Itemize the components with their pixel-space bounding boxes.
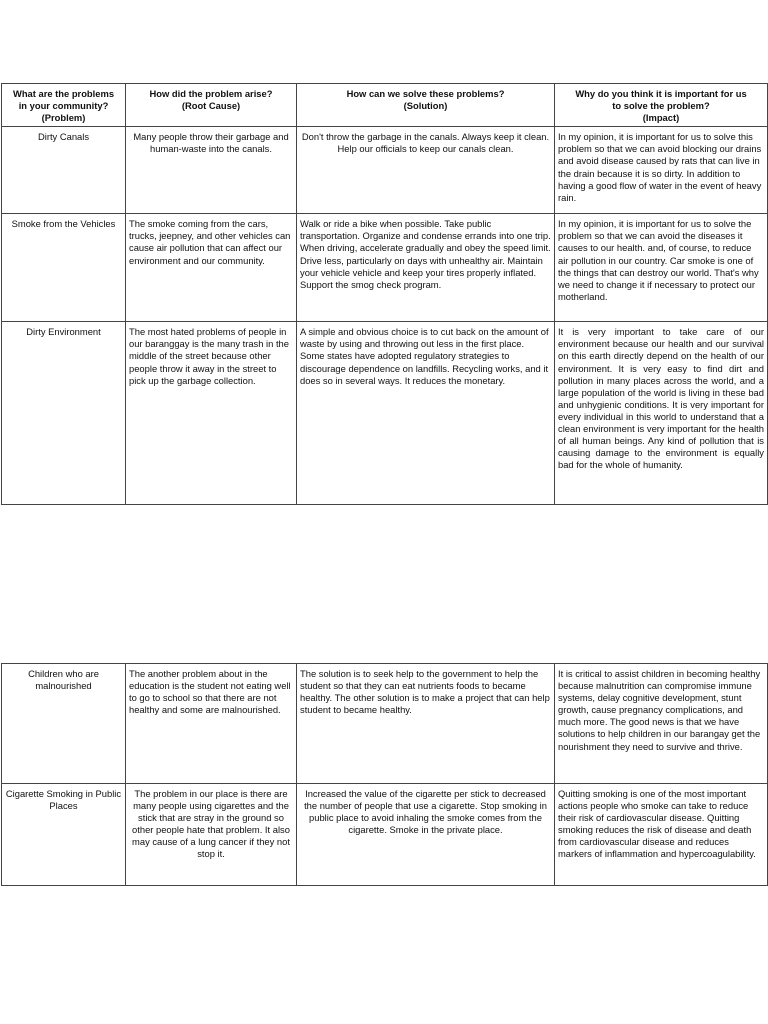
header-solution (297, 84, 555, 127)
header-problem-line1: What are the problems (12, 88, 115, 99)
header-problem (2, 84, 126, 127)
solution-cell: The solution is to seek help to the government to help the student so that they can eat nutrients foods to became healthy. The other solution is to make a project that can help student to became healthy. (297, 664, 555, 784)
header-solution-line2: (Solution) (403, 100, 448, 112)
table-row (2, 214, 768, 322)
solution-cell: Don't throw the garbage in the canals. Always keep it clean. Help our officials to keep our canals clean. (297, 127, 555, 214)
problems-table-top (1, 83, 768, 505)
cause-cell: The smoke coming from the cars, trucks, jeepney, and other vehicles can cause air pollution that can affect our environment and our community. (126, 214, 297, 322)
header-root-cause-line1: How did the problem arise? (149, 88, 273, 99)
solution-cell: A simple and obvious choice is to cut back on the amount of waste by using and throwing out less in the first place. Some states have adopted regulatory strategies to discourage dependence on landfills. Recycling works, and it does so in several ways. It reduces the monetary. (297, 322, 555, 505)
cause-cell: The another problem about in the education is the student not eating well to go to school so that there are not healthy and some are malnourished. (126, 664, 297, 784)
header-root-cause (126, 84, 297, 127)
impact-cell: Quitting smoking is one of the most important actions people who smoke can take to reduce their risk of cardiovascular disease. Quitting smoking reduces the risk of disease and death from cardiovascular disease and reduces markers of inflammation and hypercoagulability. (555, 784, 768, 886)
table-header-row (2, 84, 768, 127)
header-impact-line2: to solve the problem? (612, 100, 710, 112)
cause-cell: The most hated problems of people in our baranggay is the many trash in the middle of the street because other people throw it away in the street to pick up the garbage collection. (126, 322, 297, 505)
header-root-cause-line2: (Root Cause) (181, 100, 241, 112)
impact-cell: In my opinion, it is important for us to solve the problem so that we can avoid the diseases it causes to our health. and, of course, to reduce air pollution in our country. Car smoke is one of the things that can destroy our world. That's why we need to change it if necessary to protect our motherland. (555, 214, 768, 322)
table-row (2, 784, 768, 886)
table-row (2, 664, 768, 784)
problem-cell: Children who are malnourished (2, 664, 126, 784)
impact-cell: In my opinion, it is important for us to solve this problem so that we can avoid blocking our drains and avoid disease caused by rats that can live in the drain because it is so dirty. In addition to having a good flow of water in the event of heavy rain. (555, 127, 768, 214)
header-problem-line3: (Problem) (41, 112, 86, 124)
solution-cell: Increased the value of the cigarette per stick to decreased the number of people that use a cigarette. Stop smoking in public place to avoid inhaling the smoke comes from the cigarette. Smoke in the private place. (297, 784, 555, 886)
problems-table-bottom (1, 663, 768, 886)
header-impact-line1: Why do you think it is important for us (575, 88, 747, 99)
header-impact-line3: (Impact) (642, 112, 680, 124)
header-problem-line2: in your community? (18, 100, 109, 112)
header-impact (555, 84, 768, 127)
problem-cell: Dirty Environment (2, 322, 126, 505)
solution-cell: Walk or ride a bike when possible. Take public transportation. Organize and condense errands into one trip. When driving, accelerate gradually and obey the speed limit. Drive less, particularly on days with unhealthy air. Maintain your vehicle vehicle and keep your tires properly inflated. Support the smog check program. (297, 214, 555, 322)
header-solution-line1: How can we solve these problems? (346, 88, 505, 99)
problem-cell: Cigarette Smoking in Public Places (2, 784, 126, 886)
problem-cell: Dirty Canals (2, 127, 126, 214)
cause-cell: The problem in our place is there are many people using cigarettes and the stick that are stray in the ground so other people hate that problem. It also may cause of a lung cancer if they not stop it. (126, 784, 297, 886)
table-row (2, 127, 768, 214)
impact-cell: It is critical to assist children in becoming healthy because malnutrition can compromise immune systems, delay cognitive development, stunt growth, cause pregnancy complications, and much more. The good news is that we have solutions to help children in our barangay get the nourishment they need to survive and thrive. (555, 664, 768, 784)
table-row (2, 322, 768, 505)
cause-cell: Many people throw their garbage and human-waste into the canals. (126, 127, 297, 214)
problem-cell: Smoke from the Vehicles (2, 214, 126, 322)
impact-cell: It is very important to take care of our environment because our health and our survival on this earth directly depend on the health of our environment. It is very easy to find dirt and pollution in many places across the world, and a large population of the world is living in these bad and unhygienic conditions. It is very important for every individual in this world to understand that a clean environment is very important for the health of all human beings. Any kind of pollution that is causing damage to the environment is equally bad for the whole of humanity. (555, 322, 768, 505)
